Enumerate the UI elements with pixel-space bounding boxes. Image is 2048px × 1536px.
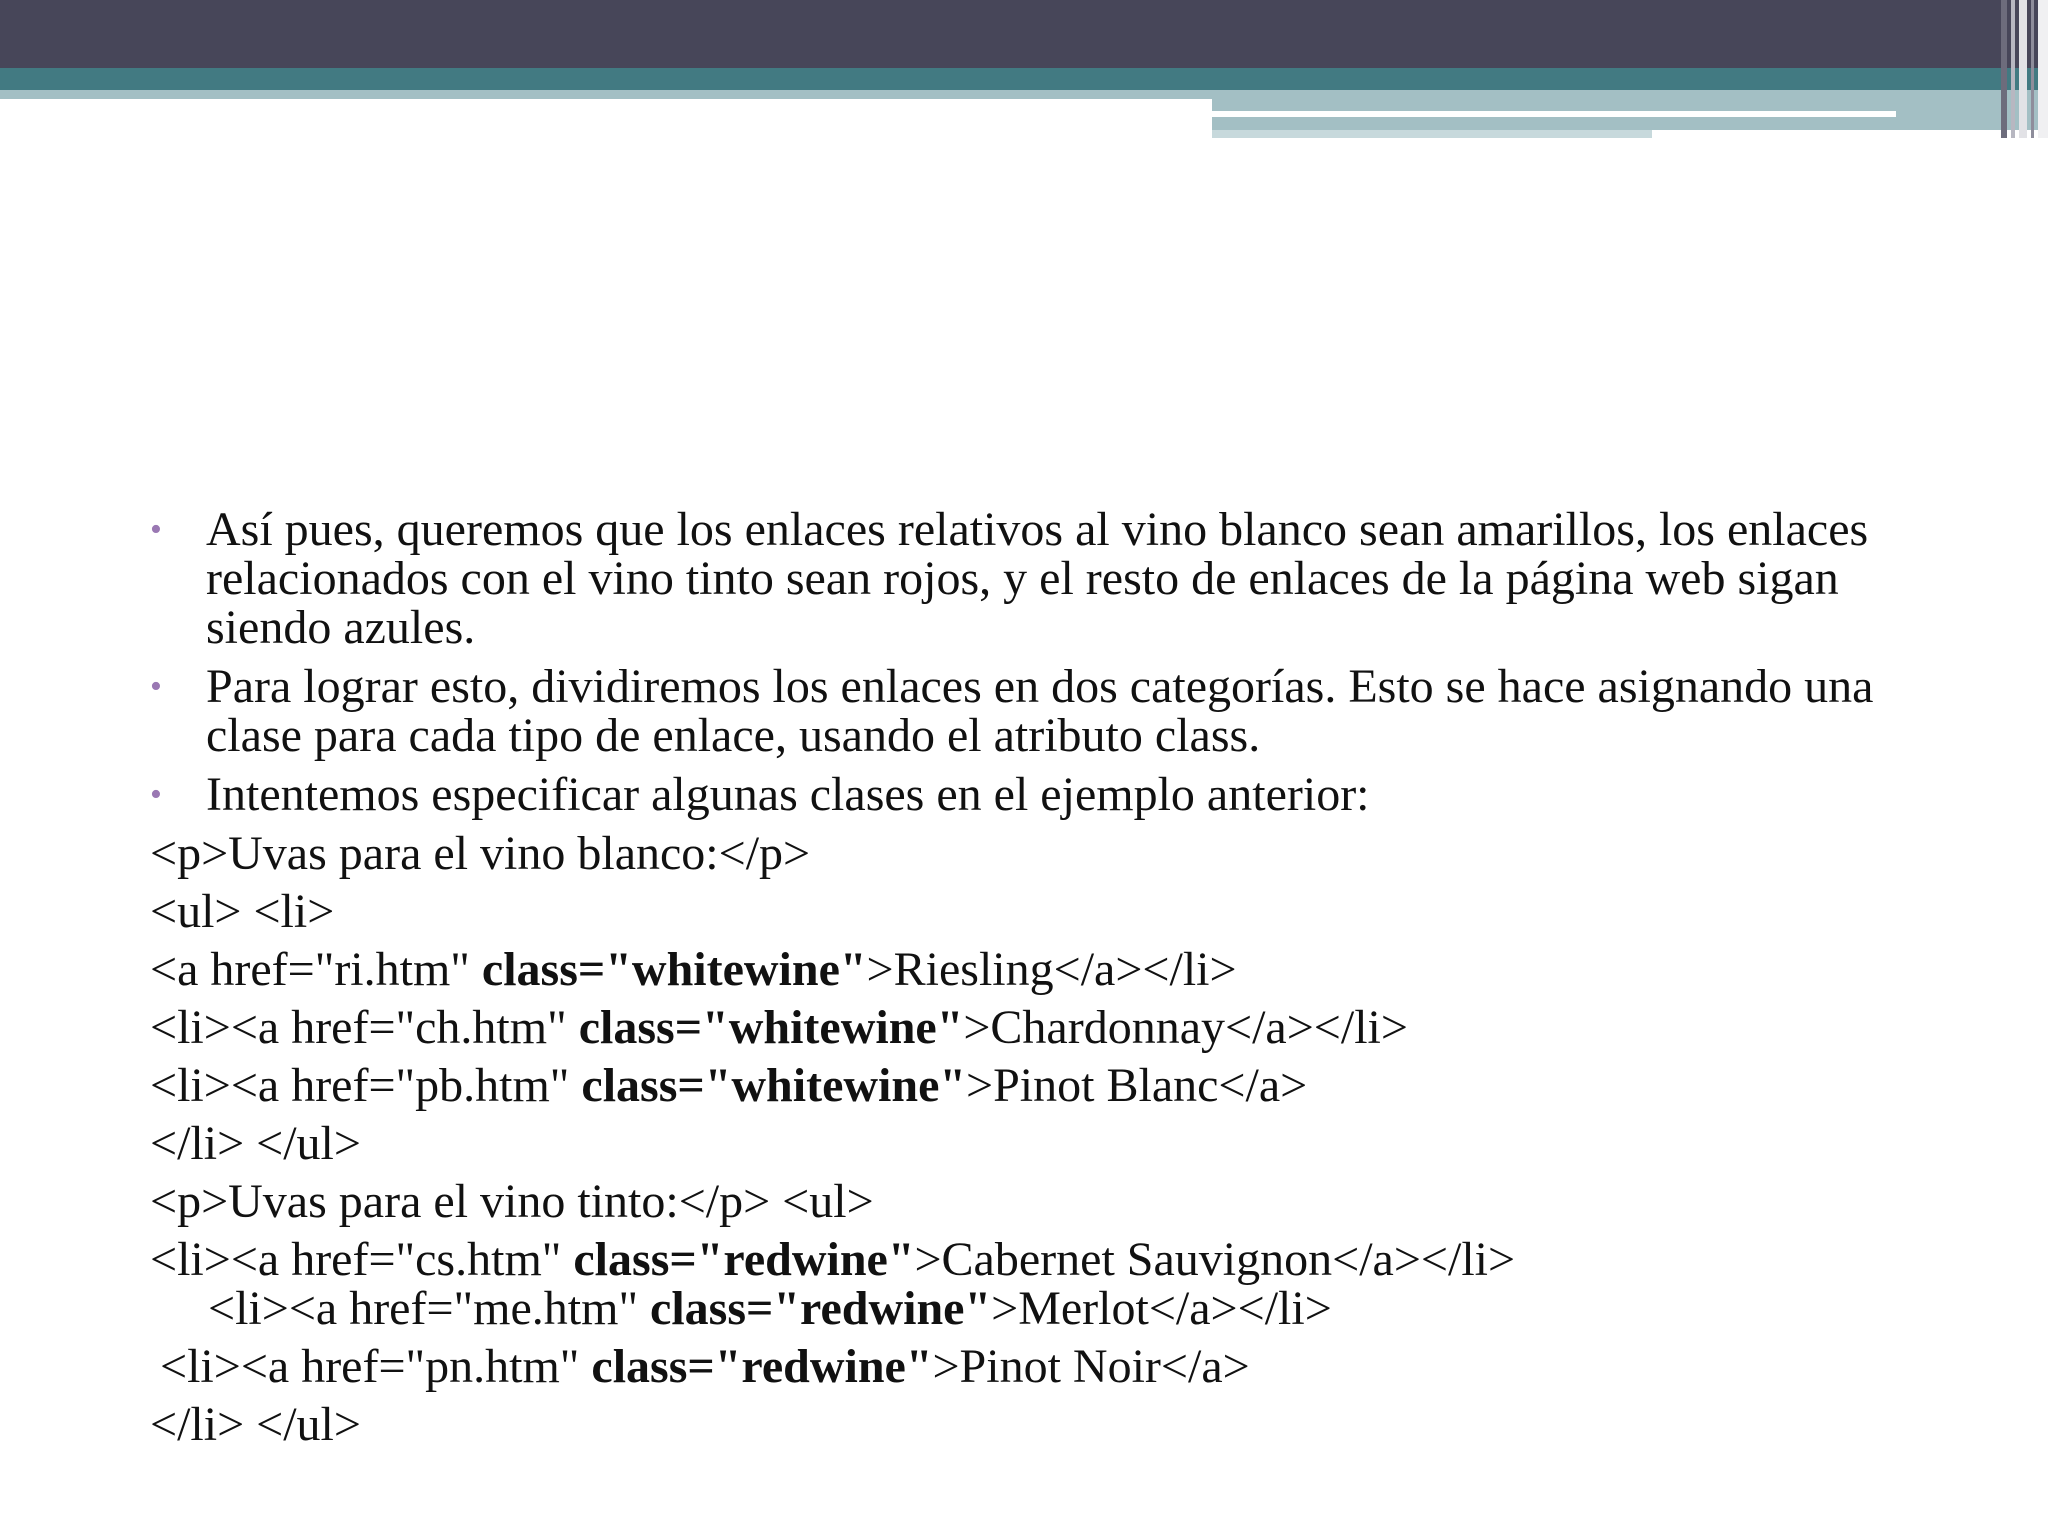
code-text: <li><a href="me.htm" [208,1282,651,1335]
code-line [150,945,1930,994]
bullet-text: Para lograr esto, dividiremos los enlaces en dos categorías. Esto se hace asignando una clase para cada tipo de enlace, usando el atributo class. [206,660,1874,762]
code-text: <a href="ri.htm" [150,943,482,996]
code-class-attr: class="whitewine" [581,1059,967,1112]
code-text: >Chardonnay</a></li> [963,1001,1408,1054]
slide-content [150,505,1930,1458]
header-right-line [1212,111,1896,117]
code-class-attr: class="whitewine" [481,943,867,996]
code-text: <li><a href="ch.htm" [150,1001,579,1054]
code-line [150,1342,1930,1391]
bullet-item [150,505,1930,652]
code-line [150,1400,1930,1449]
code-text: <ul> <li> [150,885,335,938]
code-text: >Pinot Noir</a> [932,1340,1250,1393]
code-line [150,1235,1930,1284]
header-bar-dark [0,0,2048,68]
code-class-attr: class="redwine" [650,1282,992,1335]
code-text: <p>Uvas para el vino blanco:</p> [150,827,811,880]
bullet-dot-icon: • [150,776,162,813]
code-class-attr: class="redwine" [591,1340,933,1393]
code-text: </li> </ul> [150,1117,361,1170]
code-text: >Pinot Blanc</a> [966,1059,1308,1112]
code-text: >Merlot</a></li> [991,1282,1332,1335]
bullet-dot-icon: • [150,511,162,548]
code-example [150,829,1930,1449]
bullet-item [150,770,1930,819]
header-stripes [1988,0,2048,138]
code-line [150,1119,1930,1168]
code-text: >Riesling</a></li> [866,943,1237,996]
bullet-text: Intentemos especificar algunas clases en el ejemplo anterior: [206,768,1370,821]
code-line [150,1003,1930,1052]
code-text: <li><a href="pn.htm" [160,1340,592,1393]
code-class-attr: class="redwine" [573,1233,915,1286]
bullet-dot-icon: • [150,668,162,705]
code-class-attr: class="whitewine" [578,1001,964,1054]
code-text: </li> </ul> [150,1398,361,1451]
code-text: <li><a href="pb.htm" [150,1059,582,1112]
header-right-block [1212,90,2048,130]
code-line [150,887,1930,936]
header-bar-teal [0,68,2048,90]
header-bar-light [0,90,1212,99]
code-text: <p>Uvas para el vino tinto:</p> <ul> [150,1175,874,1228]
bullet-item [150,662,1930,760]
code-text: <li><a href="cs.htm" [150,1233,574,1286]
code-line [150,1284,1930,1333]
code-line [150,1177,1930,1226]
code-line [150,1061,1930,1110]
bullet-text: Así pues, queremos que los enlaces relativos al vino blanco sean amarillos, los enlaces relacionados con el vino tinto sean rojos, y el resto de enlaces de la página web sigan siendo azules. [206,503,1869,654]
bullet-list [150,505,1930,819]
code-line [150,829,1930,878]
code-text: >Cabernet Sauvignon</a></li> [914,1233,1516,1286]
header-right-sub [1212,130,1652,138]
